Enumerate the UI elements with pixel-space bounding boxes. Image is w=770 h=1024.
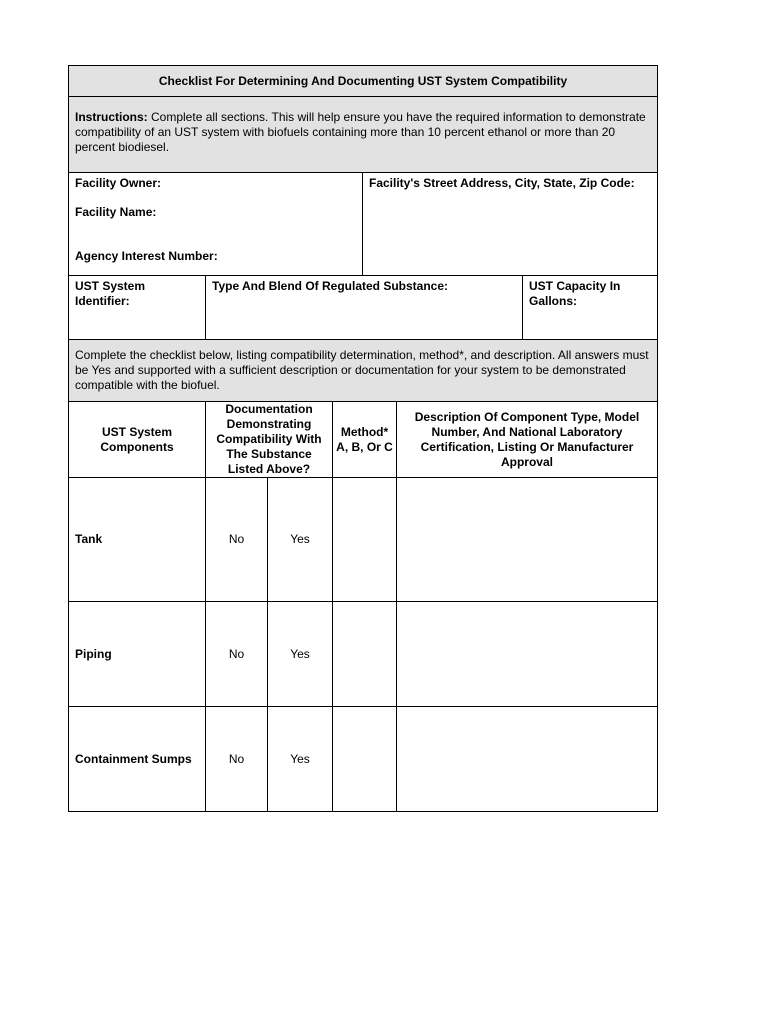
header-documentation: Documentation Demonstrating Compatibility With The Substance Listed Above? bbox=[206, 402, 333, 478]
agency-interest-number-label: Agency Interest Number: bbox=[75, 249, 218, 263]
header-description: Description Of Component Type, Model Number, And National Laboratory Certification, Listing Or Manufacturer Approval bbox=[397, 402, 658, 478]
form-table bbox=[68, 65, 658, 812]
facility-owner-label: Facility Owner: bbox=[75, 176, 162, 190]
answer-yes[interactable]: Yes bbox=[268, 602, 333, 707]
answer-no[interactable]: No bbox=[206, 478, 268, 602]
answer-yes[interactable]: Yes bbox=[268, 478, 333, 602]
checklist-instructions: Complete the checklist below, listing compatibility determination, method*, and description. All answers must be Yes and supported with a sufficient description or documentation for your system to be demonstrated compatible with the biofuel. bbox=[69, 340, 658, 402]
method-field[interactable] bbox=[333, 707, 397, 812]
ust-system-identifier-cell[interactable] bbox=[69, 276, 206, 340]
capacity-cell[interactable] bbox=[523, 276, 658, 340]
form-title: Checklist For Determining And Documenting UST System Compatibility bbox=[69, 66, 658, 97]
answer-yes[interactable]: Yes bbox=[268, 707, 333, 812]
description-field[interactable] bbox=[397, 602, 658, 707]
instructions-section bbox=[69, 97, 658, 173]
substance-label: Type And Blend Of Regulated Substance: bbox=[212, 279, 449, 293]
table-row bbox=[69, 707, 658, 812]
substance-cell[interactable] bbox=[206, 276, 523, 340]
description-field[interactable] bbox=[397, 707, 658, 812]
table-row bbox=[69, 478, 658, 602]
facility-info-cell[interactable] bbox=[69, 173, 363, 276]
facility-name-label: Facility Name: bbox=[75, 205, 157, 219]
answer-no[interactable]: No bbox=[206, 707, 268, 812]
header-method: Method* A, B, Or C bbox=[333, 402, 397, 478]
facility-address-label: Facility's Street Address, City, State, Zip Code: bbox=[369, 176, 635, 190]
method-field[interactable] bbox=[333, 478, 397, 602]
facility-address-cell[interactable] bbox=[363, 173, 658, 276]
component-name: Containment Sumps bbox=[69, 707, 206, 812]
capacity-label: UST Capacity In Gallons: bbox=[529, 279, 621, 308]
method-field[interactable] bbox=[333, 602, 397, 707]
table-row bbox=[69, 602, 658, 707]
instructions-label: Instructions: bbox=[75, 110, 148, 124]
answer-no[interactable]: No bbox=[206, 602, 268, 707]
component-name: Tank bbox=[69, 478, 206, 602]
ust-system-identifier-label: UST System Identifier: bbox=[75, 279, 146, 308]
component-name: Piping bbox=[69, 602, 206, 707]
compatibility-checklist-form bbox=[68, 65, 657, 812]
instructions-text: Complete all sections. This will help ensure you have the required information to demonstrate compatibility of an UST system with biofuels containing more than 10 percent ethanol or more than 20 percent biodiesel. bbox=[75, 110, 646, 154]
header-components: UST System Components bbox=[69, 402, 206, 478]
description-field[interactable] bbox=[397, 478, 658, 602]
